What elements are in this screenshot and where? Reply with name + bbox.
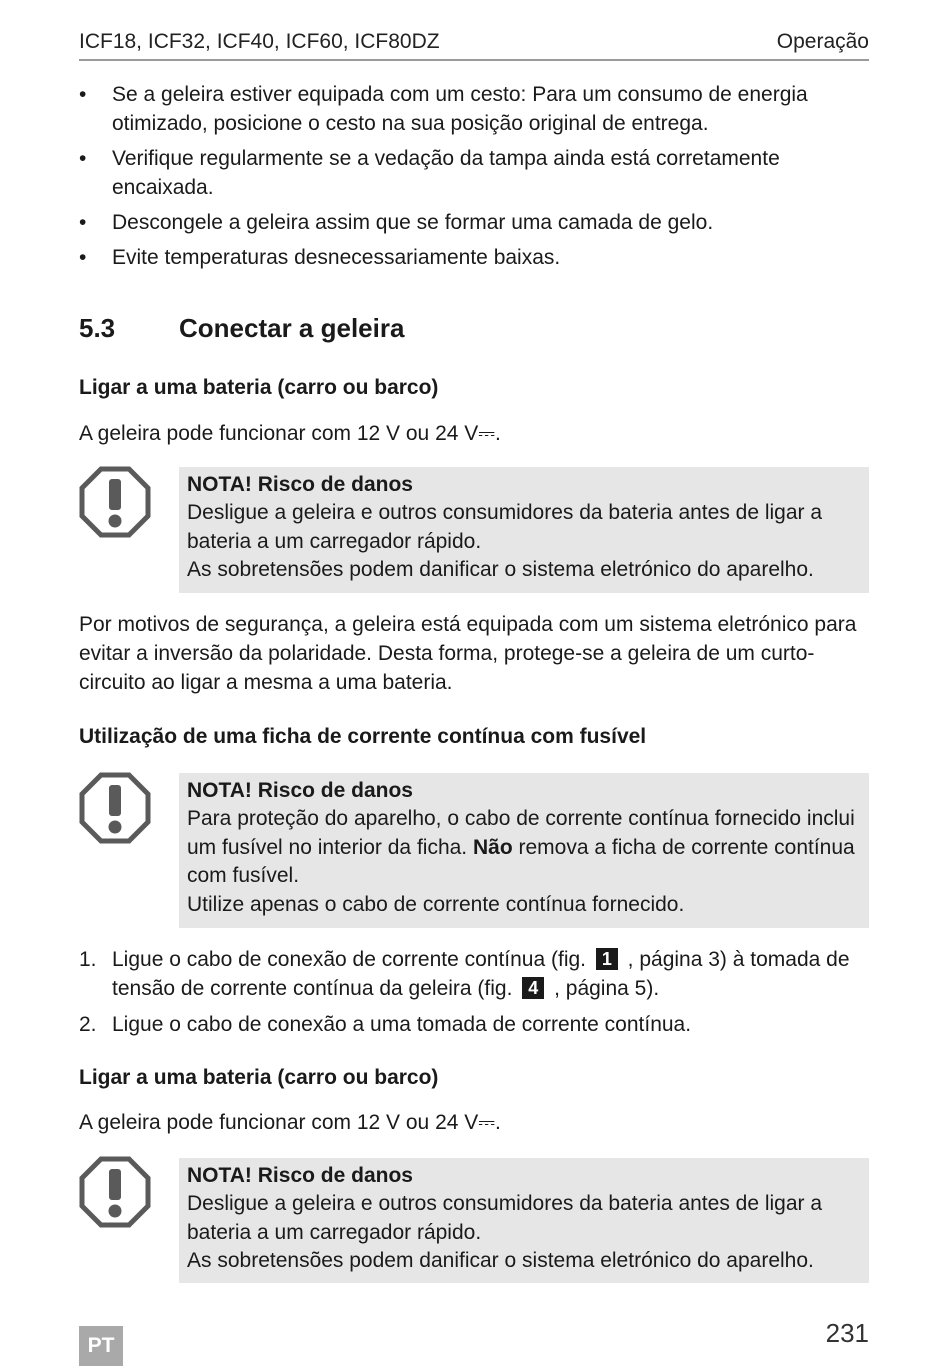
- note-text: [187, 805, 861, 891]
- subheading-battery: Ligar a uma bateria (carro ou barco): [79, 1066, 439, 1089]
- note-text-part: Para proteção do aparelho, o cabo de corrente contínua fornecido inclui um fusível no interior da ficha.: [187, 807, 855, 859]
- bullet-marker: •: [79, 147, 87, 170]
- warning-octagon-icon: [79, 772, 151, 844]
- step-text: , página 3) à tomada de tensão de corrente contínua da geleira (fig.: [112, 948, 850, 1000]
- note-text: As sobretensões podem danificar o sistema eletrónico do aparelho.: [187, 558, 814, 581]
- step-text: , página 5).: [548, 977, 660, 1000]
- voltage-text: A geleira pode funcionar com 12 V ou 24 V⎓.: [79, 1111, 501, 1134]
- note-text: As sobretensões podem danificar o sistema eletrónico do aparelho.: [187, 1249, 814, 1272]
- page-number: 231: [825, 1318, 869, 1348]
- warning-octagon-icon: [79, 1156, 151, 1228]
- language-badge: PT: [79, 1326, 123, 1366]
- note-title: NOTA! Risco de danos: [187, 779, 413, 802]
- note-title: NOTA! Risco de danos: [187, 1164, 413, 1187]
- polarity-paragraph: Por motivos de segurança, a geleira está equipada com um sistema eletrónico para evitar a inversão da polaridade. Desta forma, protege-se a geleira de um curto-circuito ao ligar a mesma a uma bateria.: [79, 613, 857, 694]
- list-item-text: Verifique regularmente se a vedação da tampa ainda está corretamente encaixada.: [112, 147, 780, 199]
- subheading-fuse-plug: Utilização de uma ficha de corrente contínua com fusível: [79, 725, 647, 748]
- note-title: NOTA! Risco de danos: [187, 473, 413, 496]
- section-heading: [79, 313, 869, 347]
- header-models: ICF18, ICF32, ICF40, ICF60, ICF80DZ: [79, 30, 440, 53]
- list-item-text: Evite temperaturas desnecessariamente baixas.: [112, 246, 561, 269]
- note-text: Utilize apenas o cabo de corrente contínua fornecido.: [187, 892, 685, 916]
- section-title: Conectar a geleira: [179, 313, 405, 343]
- figure-badge: 1: [596, 948, 618, 970]
- header-chapter: Operação: [776, 30, 869, 53]
- header-divider: [79, 59, 869, 61]
- figure-badge: 4: [522, 977, 544, 999]
- note-text: Desligue a geleira e outros consumidores da bateria antes de ligar a bateria a um carregador rápido.: [187, 501, 823, 553]
- list-item: [79, 1010, 869, 1039]
- list-item-text: Descongele a geleira assim que se formar uma camada de gelo.: [112, 211, 714, 234]
- section-number: 5.3: [79, 313, 116, 343]
- subheading-battery: Ligar a uma bateria (carro ou barco): [79, 376, 439, 399]
- note-box: [179, 1158, 869, 1283]
- tips-bullet-list: [79, 80, 869, 272]
- list-item: [79, 80, 869, 138]
- bullet-marker: •: [79, 246, 87, 269]
- list-item: [79, 144, 869, 202]
- list-item: [79, 208, 869, 237]
- bullet-marker: •: [79, 211, 87, 234]
- step-number: 1.: [79, 948, 97, 971]
- list-item: [79, 243, 869, 272]
- note-text: Desligue a geleira e outros consumidores da bateria antes de ligar a bateria a um carregador rápido.: [187, 1192, 823, 1244]
- voltage-text: A geleira pode funcionar com 12 V ou 24 V⎓.: [79, 422, 501, 445]
- list-item-text: Se a geleira estiver equipada com um cesto: Para um consumo de energia otimizado, posicione o cesto na sua posição original de entrega.: [112, 83, 808, 135]
- steps-list: [79, 945, 869, 1039]
- step-number: 2.: [79, 1013, 97, 1036]
- note-box: [179, 773, 869, 928]
- list-item-text: [112, 945, 869, 1003]
- list-item-text: Ligue o cabo de conexão a uma tomada de corrente contínua.: [112, 1013, 692, 1036]
- bullet-marker: •: [79, 83, 87, 106]
- step-text: Ligue o cabo de conexão de corrente contínua (fig.: [112, 948, 592, 971]
- note-box: [179, 467, 869, 593]
- warning-octagon-icon: [79, 466, 151, 538]
- list-item: [79, 945, 869, 1003]
- note-emphasis: Não: [472, 835, 513, 859]
- note-text-part: remova a ficha de corrente contínua com fusível.: [187, 835, 855, 887]
